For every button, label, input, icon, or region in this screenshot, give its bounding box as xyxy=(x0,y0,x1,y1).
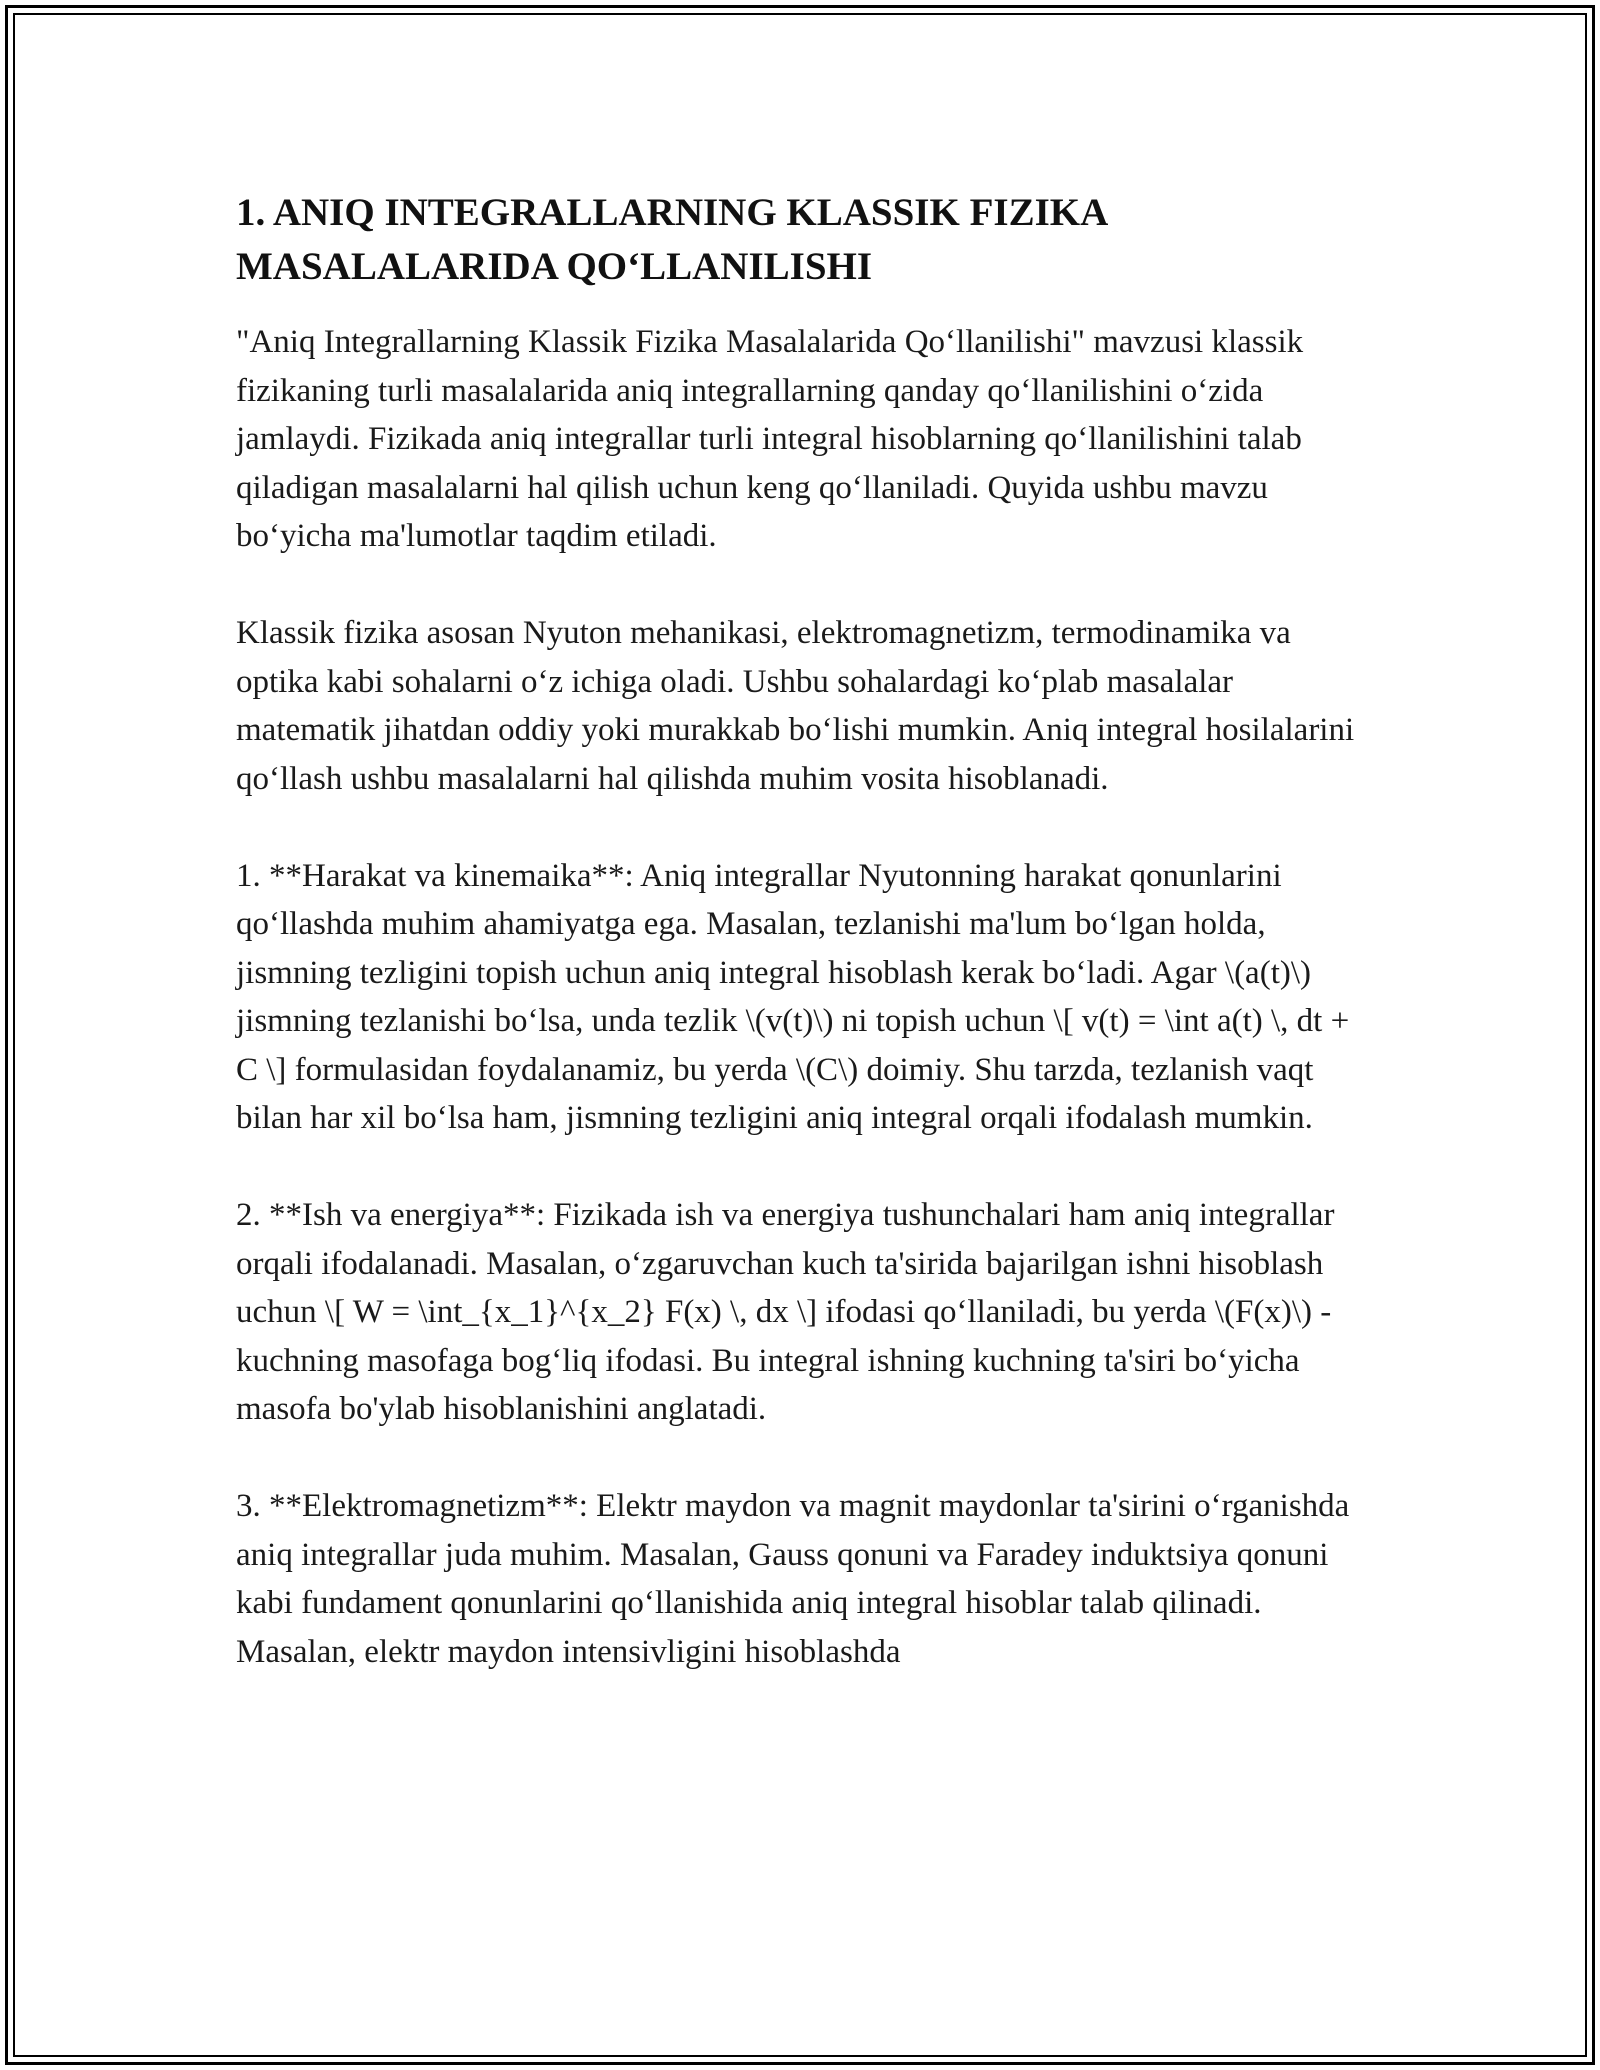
paragraph-electromagnetism: 3. **Elektromagnetizm**: Elektr maydon va magnit maydonlar ta'sirini o‘rganishda aniq integrallar juda muhim. Masalan, Gauss qonuni va Faradey induktsiya qonuni kabi fundament qonunlarini qo‘llanishida aniq integral hisoblar talab qilinadi. Masalan, elektr maydon intensivligini hisoblashda xyxy=(236,1488,1350,1670)
document-body xyxy=(236,186,1374,1725)
paragraph-classical-physics: Klassik fizika asosan Nyuton mehanikasi, elektromagnetizm, termodinamika va optika kabi sohalarni o‘z ichiga oladi. Ushbu sohalardagi ko‘plab masalalar matematik jihatdan oddiy yoki murakkab bo‘lishi mumkin. Aniq integral hosilalarini qo‘llash ushbu masalalarni hal qilishda muhim vosita hisoblanadi. xyxy=(236,615,1355,797)
paragraph-motion-kinematics: 1. **Harakat va kinemaika**: Aniq integrallar Nyutonning harakat qonunlarini qo‘llashda muhim ahamiyatga ega. Masalan, tezlanishi ma'lum bo‘lgan holda, jismning tezligini topish uchun aniq integral hisoblash kerak bo‘ladi. Agar \(a(t)\) jismning tezlanishi bo‘lsa, unda tezlik \(v(t)\) ni topish uchun \[ v(t) = \int a(t) \, dt + C \] formulasidan foydalanamiz, bu yerda \(C\) doimiy. Shu tarzda, tezlanish vaqt bilan har xil bo‘lsa ham, jismning tezligini aniq integral orqali ifodalash mumkin. xyxy=(236,857,1350,1136)
paragraph-work-energy: 2. **Ish va energiya**: Fizikada ish va energiya tushunchalari ham aniq integrallar orqali ifodalanadi. Masalan, o‘zgaruvchan kuch ta'sirida bajarilgan ishni hisoblash uchun \[ W = \int_{x_1}^{x_2} F(x) \, dx \] ifodasi qo‘llaniladi, bu yerda \(F(x)\) - kuchning masofaga bog‘liq ifodasi. Bu integral ishning kuchning ta'siri bo‘yicha masofa bo'ylab hisoblanishini anglatadi. xyxy=(236,1197,1335,1427)
heading-line-1: 1. ANIQ INTEGRALLARNING KLASSIK FIZIKA xyxy=(236,191,1109,234)
section-heading xyxy=(236,186,1374,294)
paragraph-intro: "Aniq Integrallarning Klassik Fizika Masalalarida Qo‘llanilishi" mavzusi klassik fizikaning turli masalalarida aniq integrallarning qanday qo‘llanilishini o‘zida jamlaydi. Fizikada aniq integrallar turli integral hisoblarning qo‘llanilishini talab qiladigan masalalarni hal qilish uchun keng qo‘llaniladi. Quyida ushbu mavzu bo‘yicha ma'lumotlar taqdim etiladi. xyxy=(236,324,1304,554)
heading-line-2: MASALALARIDA QO‘LLANILISHI xyxy=(236,245,873,288)
